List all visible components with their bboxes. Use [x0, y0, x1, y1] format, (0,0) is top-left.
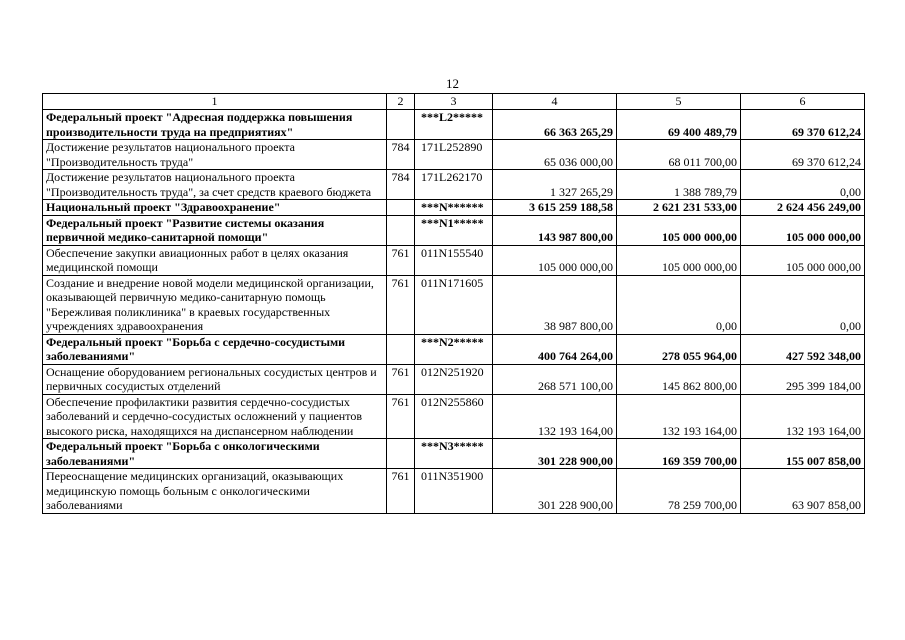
- table-row: [43, 170, 865, 200]
- table-row: [43, 275, 865, 334]
- row-csr-cell: 012N251920: [415, 364, 493, 394]
- table-row: [43, 140, 865, 170]
- row-amount-year1-cell: 105 000 000,00: [493, 245, 617, 275]
- row-name-cell: Федеральный проект "Адресная поддержка повышения производительности труда на предприятиях": [43, 110, 387, 140]
- row-amount-year2-cell: 169 359 700,00: [617, 439, 741, 469]
- row-amount-year3-cell: 105 000 000,00: [741, 245, 865, 275]
- row-name-cell: Переоснащение медицинских организаций, оказывающих медицинскую помощь больным с онкологическими заболеваниями: [43, 469, 387, 514]
- row-csr-cell: 171L252890: [415, 140, 493, 170]
- row-csr-cell: ***N3*****: [415, 439, 493, 469]
- row-amount-year1-cell: 132 193 164,00: [493, 394, 617, 439]
- table-row: [43, 200, 865, 216]
- row-name-cell: Обеспечение закупки авиационных работ в целях оказания медицинской помощи: [43, 245, 387, 275]
- budget-table: [42, 93, 865, 514]
- row-amount-year1-cell: 66 363 265,29: [493, 110, 617, 140]
- row-amount-year2-cell: 105 000 000,00: [617, 245, 741, 275]
- row-gr-cell: [387, 110, 415, 140]
- row-amount-year2-cell: 2 621 231 533,00: [617, 200, 741, 216]
- row-csr-cell: 011N155540: [415, 245, 493, 275]
- header-cell-2: 2: [387, 94, 415, 110]
- row-amount-year3-cell: 105 000 000,00: [741, 215, 865, 245]
- page-number: 12: [446, 76, 459, 91]
- row-name-cell: Достижение результатов национального проекта "Производительность труда", за счет средств краевого бюджета: [43, 170, 387, 200]
- row-gr-cell: 761: [387, 394, 415, 439]
- row-amount-year2-cell: 132 193 164,00: [617, 394, 741, 439]
- row-name-cell: Федеральный проект "Развитие системы оказания первичной медико-санитарной помощи": [43, 215, 387, 245]
- row-csr-cell: ***N1*****: [415, 215, 493, 245]
- row-gr-cell: 784: [387, 140, 415, 170]
- row-csr-cell: 011N351900: [415, 469, 493, 514]
- row-amount-year3-cell: 0,00: [741, 275, 865, 334]
- row-amount-year3-cell: 295 399 184,00: [741, 364, 865, 394]
- row-amount-year2-cell: 105 000 000,00: [617, 215, 741, 245]
- row-amount-year2-cell: 278 055 964,00: [617, 334, 741, 364]
- row-amount-year1-cell: 143 987 800,00: [493, 215, 617, 245]
- row-amount-year2-cell: 1 388 789,79: [617, 170, 741, 200]
- row-gr-cell: 761: [387, 364, 415, 394]
- row-name-cell: Федеральный проект "Борьба с сердечно-сосудистыми заболеваниями": [43, 334, 387, 364]
- row-amount-year2-cell: 78 259 700,00: [617, 469, 741, 514]
- row-amount-year1-cell: 268 571 100,00: [493, 364, 617, 394]
- table-row: [43, 215, 865, 245]
- table-row: [43, 110, 865, 140]
- row-amount-year2-cell: 68 011 700,00: [617, 140, 741, 170]
- row-name-cell: Оснащение оборудованием региональных сосудистых центров и первичных сосудистых отделений: [43, 364, 387, 394]
- row-csr-cell: 011N171605: [415, 275, 493, 334]
- row-name-cell: Достижение результатов национального проекта "Производительность труда": [43, 140, 387, 170]
- row-gr-cell: 784: [387, 170, 415, 200]
- row-name-cell: Обеспечение профилактики развития сердечно-сосудистых заболеваний и сердечно-сосудистых осложнений у пациентов высокого риска, находящихся на диспансерном наблюдении: [43, 394, 387, 439]
- row-gr-cell: 761: [387, 469, 415, 514]
- row-gr-cell: [387, 334, 415, 364]
- row-amount-year3-cell: 63 907 858,00: [741, 469, 865, 514]
- row-name-cell: Создание и внедрение новой модели медицинской организации, оказывающей первичную медико-санитарную помощь "Бережливая поликлиника" в краевых государственных учреждениях здравоохранения: [43, 275, 387, 334]
- row-csr-cell: ***N******: [415, 200, 493, 216]
- row-gr-cell: [387, 439, 415, 469]
- row-csr-cell: 012N255860: [415, 394, 493, 439]
- row-amount-year3-cell: 427 592 348,00: [741, 334, 865, 364]
- row-amount-year1-cell: 1 327 265,29: [493, 170, 617, 200]
- row-gr-cell: [387, 200, 415, 216]
- header-cell-5: 5: [617, 94, 741, 110]
- row-amount-year1-cell: 301 228 900,00: [493, 439, 617, 469]
- row-amount-year3-cell: 69 370 612,24: [741, 140, 865, 170]
- row-gr-cell: [387, 215, 415, 245]
- row-amount-year1-cell: 3 615 259 188,58: [493, 200, 617, 216]
- row-csr-cell: ***N2*****: [415, 334, 493, 364]
- table-row: [43, 334, 865, 364]
- row-amount-year2-cell: 69 400 489,79: [617, 110, 741, 140]
- row-name-cell: Национальный проект "Здравоохранение": [43, 200, 387, 216]
- row-csr-cell: 171L262170: [415, 170, 493, 200]
- table-row: [43, 394, 865, 439]
- table-header-row: [43, 94, 865, 110]
- header-cell-1: 1: [43, 94, 387, 110]
- row-name-cell: Федеральный проект "Борьба с онкологическими заболеваниями": [43, 439, 387, 469]
- row-gr-cell: 761: [387, 275, 415, 334]
- row-amount-year1-cell: 38 987 800,00: [493, 275, 617, 334]
- table-row: [43, 245, 865, 275]
- row-amount-year3-cell: 2 624 456 249,00: [741, 200, 865, 216]
- header-cell-4: 4: [493, 94, 617, 110]
- table-row: [43, 364, 865, 394]
- table-row: [43, 469, 865, 514]
- row-amount-year2-cell: 0,00: [617, 275, 741, 334]
- budget-table-body: [43, 94, 865, 514]
- row-amount-year3-cell: 0,00: [741, 170, 865, 200]
- row-amount-year3-cell: 132 193 164,00: [741, 394, 865, 439]
- row-gr-cell: 761: [387, 245, 415, 275]
- row-amount-year1-cell: 301 228 900,00: [493, 469, 617, 514]
- row-amount-year3-cell: 69 370 612,24: [741, 110, 865, 140]
- row-csr-cell: ***L2*****: [415, 110, 493, 140]
- header-cell-6: 6: [741, 94, 865, 110]
- header-cell-3: 3: [415, 94, 493, 110]
- row-amount-year3-cell: 155 007 858,00: [741, 439, 865, 469]
- row-amount-year2-cell: 145 862 800,00: [617, 364, 741, 394]
- row-amount-year1-cell: 65 036 000,00: [493, 140, 617, 170]
- table-row: [43, 439, 865, 469]
- row-amount-year1-cell: 400 764 264,00: [493, 334, 617, 364]
